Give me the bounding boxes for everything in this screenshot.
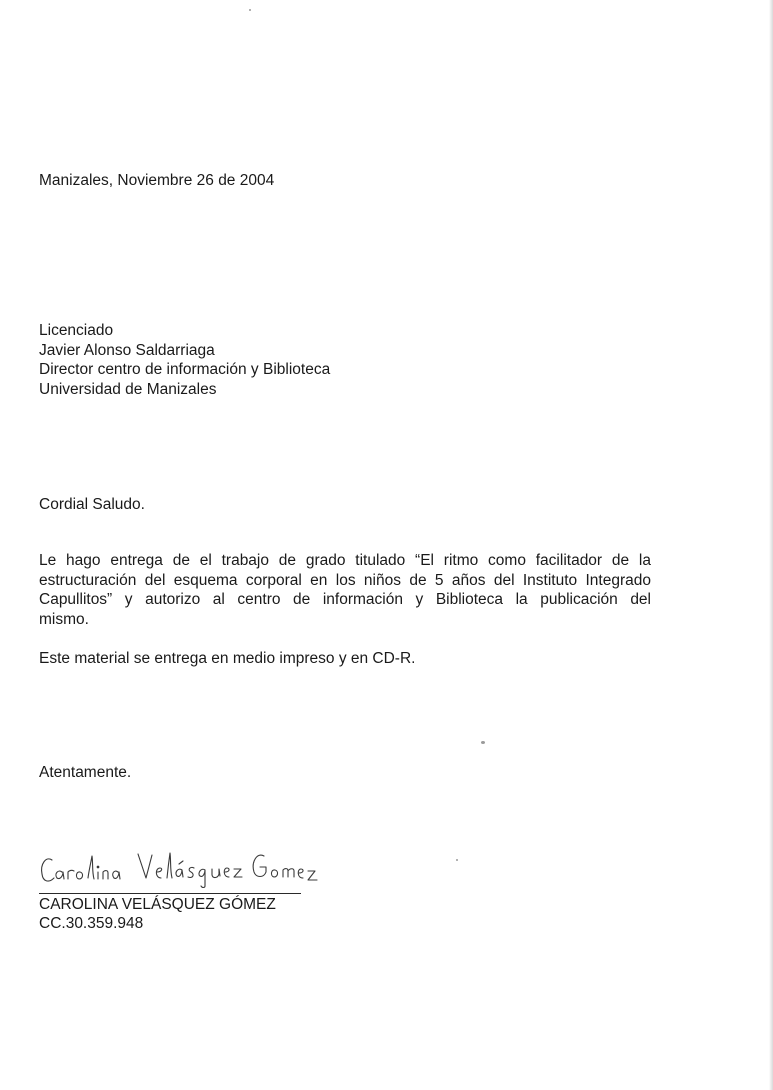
signature-line: [39, 893, 301, 894]
scan-speck: [249, 9, 251, 11]
recipient-position: Director centro de información y Biblioteca: [39, 361, 331, 378]
scan-edge-shadow: [769, 0, 773, 1090]
recipient-block: [39, 321, 330, 399]
signer-name: CAROLINA VELÁSQUEZ GÓMEZ: [39, 896, 276, 913]
body-line: mismo.: [39, 610, 89, 628]
body-line: Le hago entrega de el trabajo de grado titulado “El ritmo como facilitador de la: [39, 552, 651, 569]
signer-id: CC.30.359.948: [39, 915, 144, 932]
handwritten-signature: [36, 838, 336, 894]
letter-greeting: Cordial Saludo.: [39, 496, 145, 513]
recipient-name: Javier Alonso Saldarriaga: [39, 341, 215, 359]
signature-block: [36, 838, 306, 894]
scan-speck: [456, 859, 458, 861]
letter-body: [39, 551, 651, 629]
recipient-organization: Universidad de Manizales: [39, 380, 217, 398]
letter-closing: Atentamente.: [39, 764, 132, 781]
body-line: Capullitos” y autorizo al centro de información y Biblioteca la publicación del: [39, 591, 651, 608]
scan-speck: [481, 741, 485, 744]
letter-note: Este material se entrega en medio impreso y en CD-R.: [39, 650, 416, 667]
recipient-title: Licenciado: [39, 322, 114, 339]
body-line: estructuración del esquema corporal en los niños de 5 años del Instituto Integrado: [39, 571, 651, 589]
letter-date: Manizales, Noviembre 26 de 2004: [39, 172, 275, 189]
